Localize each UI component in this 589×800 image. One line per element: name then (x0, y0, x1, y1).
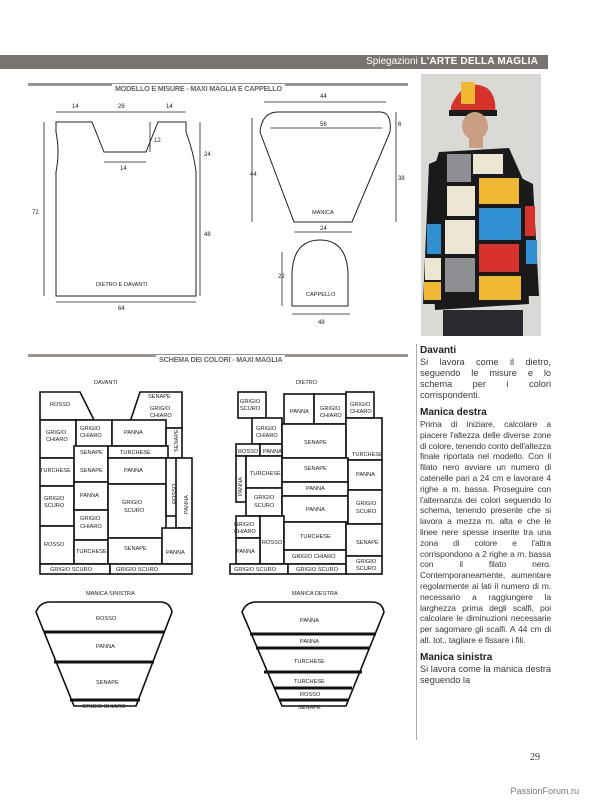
d-rosso-2: ROSSO (44, 542, 65, 548)
d-turchese-1: TURCHESE (120, 450, 151, 456)
manica-sinistra-label: MANICA SINISTRA (86, 591, 135, 597)
d-rosso-vert: ROSSO (172, 483, 178, 504)
r-senape-3: SENAPE (356, 540, 379, 546)
r-panna-4: PANNA (306, 486, 325, 492)
md-turchese-1: TURCHESE (294, 659, 325, 665)
d-scuro-1: SCURO (44, 503, 65, 509)
dim-24: 24 (204, 152, 211, 158)
r-scuro-4: SCURO (356, 566, 377, 572)
r-chiaro-1: CHIARO (320, 413, 342, 419)
watermark: PassionForum.ru (510, 786, 579, 796)
d-senape-3: SENAPE (80, 468, 103, 474)
r-chiaro-3: CHIARO (256, 433, 278, 439)
ms-grigio-chiaro: GRIGIO CHIARO (82, 704, 126, 710)
d-panna-2: PANNA (124, 468, 143, 474)
schema-title: SCHEMA DEI COLORI - MAXI MAGLIA (156, 355, 285, 364)
ms-senape: SENAPE (96, 680, 119, 686)
r-panna-5: PANNA (306, 507, 325, 513)
instructions-column (420, 345, 551, 690)
d-turchese-3: TURCHESE (76, 549, 107, 555)
r-panna-3: PANNA (356, 472, 375, 478)
dim-72: 72 (32, 210, 39, 216)
d-chiaro-4: CHIARO (80, 524, 102, 530)
r-scuro-1: SCURO (240, 406, 261, 412)
d-rosso-1: ROSSO (50, 402, 71, 408)
header-magazine: L'ARTE DELLA MAGLIA (420, 56, 538, 67)
d-senape-1: SENAPE (148, 394, 171, 400)
dim-64: 64 (118, 306, 125, 312)
dim-h48: 48 (318, 320, 325, 326)
r-grigio-4: GRIGIO (256, 426, 277, 432)
r-grigio-scuro-1: GRIGIO SCURO (234, 567, 276, 573)
dim-s24: 24 (320, 226, 327, 232)
d-grigio-scuro-1: GRIGIO SCURO (50, 567, 92, 573)
d-grigio-5: GRIGIO (122, 500, 143, 506)
r-grigio-3: GRIGIO (350, 402, 371, 408)
column-divider (416, 344, 417, 740)
r-grigio-2: GRIGIO (320, 406, 341, 412)
r-panna-1: PANNA (290, 409, 309, 415)
dim-26: 26 (118, 104, 125, 110)
d-grigio-1: GRIGIO (150, 406, 171, 412)
r-grigio-6: GRIGIO (356, 501, 377, 507)
r-turchese-1: TURCHESE (352, 452, 383, 458)
d-grigio-4: GRIGIO (44, 496, 65, 502)
d-panna-3: PANNA (80, 493, 99, 499)
md-panna-1: PANNA (300, 618, 319, 624)
md-turchese-2: TURCHESE (294, 679, 325, 685)
d-grigio-6: GRIGIO (80, 516, 101, 522)
d-panna-4: PANNA (166, 550, 185, 556)
d-grigio-3: GRIGIO (80, 426, 101, 432)
dim-s44side: 44 (250, 172, 257, 178)
d-senape-4: SENAPE (124, 546, 147, 552)
r-senape-2: SENAPE (304, 466, 327, 472)
d-senape-2: SENAPE (80, 450, 103, 456)
dim-s6: 6 (398, 122, 402, 128)
body-label: DIETRO E DAVANTI (96, 282, 148, 288)
header-section: Spiegazioni (366, 56, 418, 67)
ms-rosso: ROSSO (96, 616, 117, 622)
r-senape-1: SENAPE (304, 440, 327, 446)
r-turchese-2: TURCHESE (250, 471, 281, 477)
d-panna-vert: PANNA (184, 495, 190, 514)
r-rosso-2: ROSSO (262, 540, 283, 546)
d-chiaro-2: CHIARO (46, 437, 68, 443)
manica-sinistra-text: Si lavora come la manica destra seguendo la (420, 663, 551, 685)
d-chiaro-1: CHIARO (150, 413, 172, 419)
dim-s56: 56 (320, 122, 327, 128)
d-grigio-2: GRIGIO (46, 430, 67, 436)
body-outline (56, 122, 196, 296)
dim-s44top: 44 (320, 94, 327, 100)
d-grigio-scuro-2: GRIGIO SCURO (116, 567, 158, 573)
manica-destra-label: MANICA DESTRA (292, 591, 338, 597)
d-panna-1: PANNA (124, 430, 143, 436)
r-panna-6: PANNA (236, 549, 255, 555)
d-chiaro-3: CHIARO (80, 433, 102, 439)
md-panna-2: PANNA (300, 639, 319, 645)
dim-14b: 14 (166, 104, 173, 110)
manica-destra-text: Prima di iniziare, calcolare a piacere l'altezza delle diverse zone di colore, tenendo conto dell'altezza finale riportata nel modello. Con il filato nero avviare un numero di catenelle pari a 24 cm e lavorare 4 righe a m. bassa. Proseguire con l'alternanza dei colori seguendo lo schema, tenendo presente che si lavora a mezza m. alta e che le linee nere spesse inserite tra una zona di colore e l'altra corrispondono a 2 righe a m. bassa con il filato nero. Contemporaneamente, aumentare regolarmente ai lati il numero di m. necessario a raggiungere la larghezza prima degli scalfi, poi calcolare le diminuzioni necessarie per sagomare gli scalfi. A 44 cm di alt. tot., tagliare e fissare i fili. (420, 419, 551, 645)
manica-destra-heading: Manica destra (420, 407, 487, 418)
r-panna-vert: PANNA (238, 477, 244, 496)
dim-h22: 22 (278, 274, 285, 280)
r-grigio-8: GRIGIO (356, 559, 377, 565)
dim-14a: 14 (72, 104, 79, 110)
md-rosso: ROSSO (300, 692, 321, 698)
r-panna-2: PANNA (263, 449, 282, 455)
md-senape: SENAPE (298, 705, 321, 711)
r-rosso-1: ROSSO (238, 449, 259, 455)
dim-s38: 38 (398, 176, 405, 182)
r-grigio-7: GRIGIO (234, 522, 255, 528)
r-turchese-3: TURCHESE (300, 534, 331, 540)
davanti-label: DAVANTI (94, 380, 118, 386)
dim-12: 12 (154, 138, 161, 144)
r-grigio-1: GRIGIO (240, 399, 261, 405)
dim-48: 48 (204, 232, 211, 238)
r-grigio-chiaro-1: GRIGIO CHIARO (292, 554, 336, 560)
modello-title: MODELLO E MISURE - MAXI MAGLIA E CAPPELLO (112, 84, 285, 93)
r-grigio-scuro-2: GRIGIO SCURO (296, 567, 338, 573)
r-grigio-5: GRIGIO (254, 495, 275, 501)
davanti-text: Si lavora come il dietro, seguendo le misure e lo schema per i colori corrispondenti. (420, 357, 551, 400)
d-senape-vert: SENAPE (174, 429, 180, 452)
d-turchese-2: TURCHESE (40, 468, 71, 474)
manica-sinistra-heading: Manica sinistra (420, 651, 493, 663)
ms-panna: PANNA (96, 644, 115, 650)
sleeve-label: MANICA (312, 210, 334, 216)
dim-14c: 14 (120, 166, 127, 172)
hat-label: CAPPELLO (306, 292, 336, 298)
r-scuro-3: SCURO (356, 509, 377, 515)
r-chiaro-4: CHIARO (234, 529, 256, 535)
r-scuro-2: SCURO (254, 503, 275, 509)
page-number: 29 (530, 752, 540, 763)
sleeve-outline (260, 112, 390, 222)
davanti-heading: Davanti (420, 345, 457, 356)
r-chiaro-2: CHIARO (350, 409, 372, 415)
d-scuro-2: SCURO (124, 508, 145, 514)
dietro-label: DIETRO (296, 380, 318, 386)
